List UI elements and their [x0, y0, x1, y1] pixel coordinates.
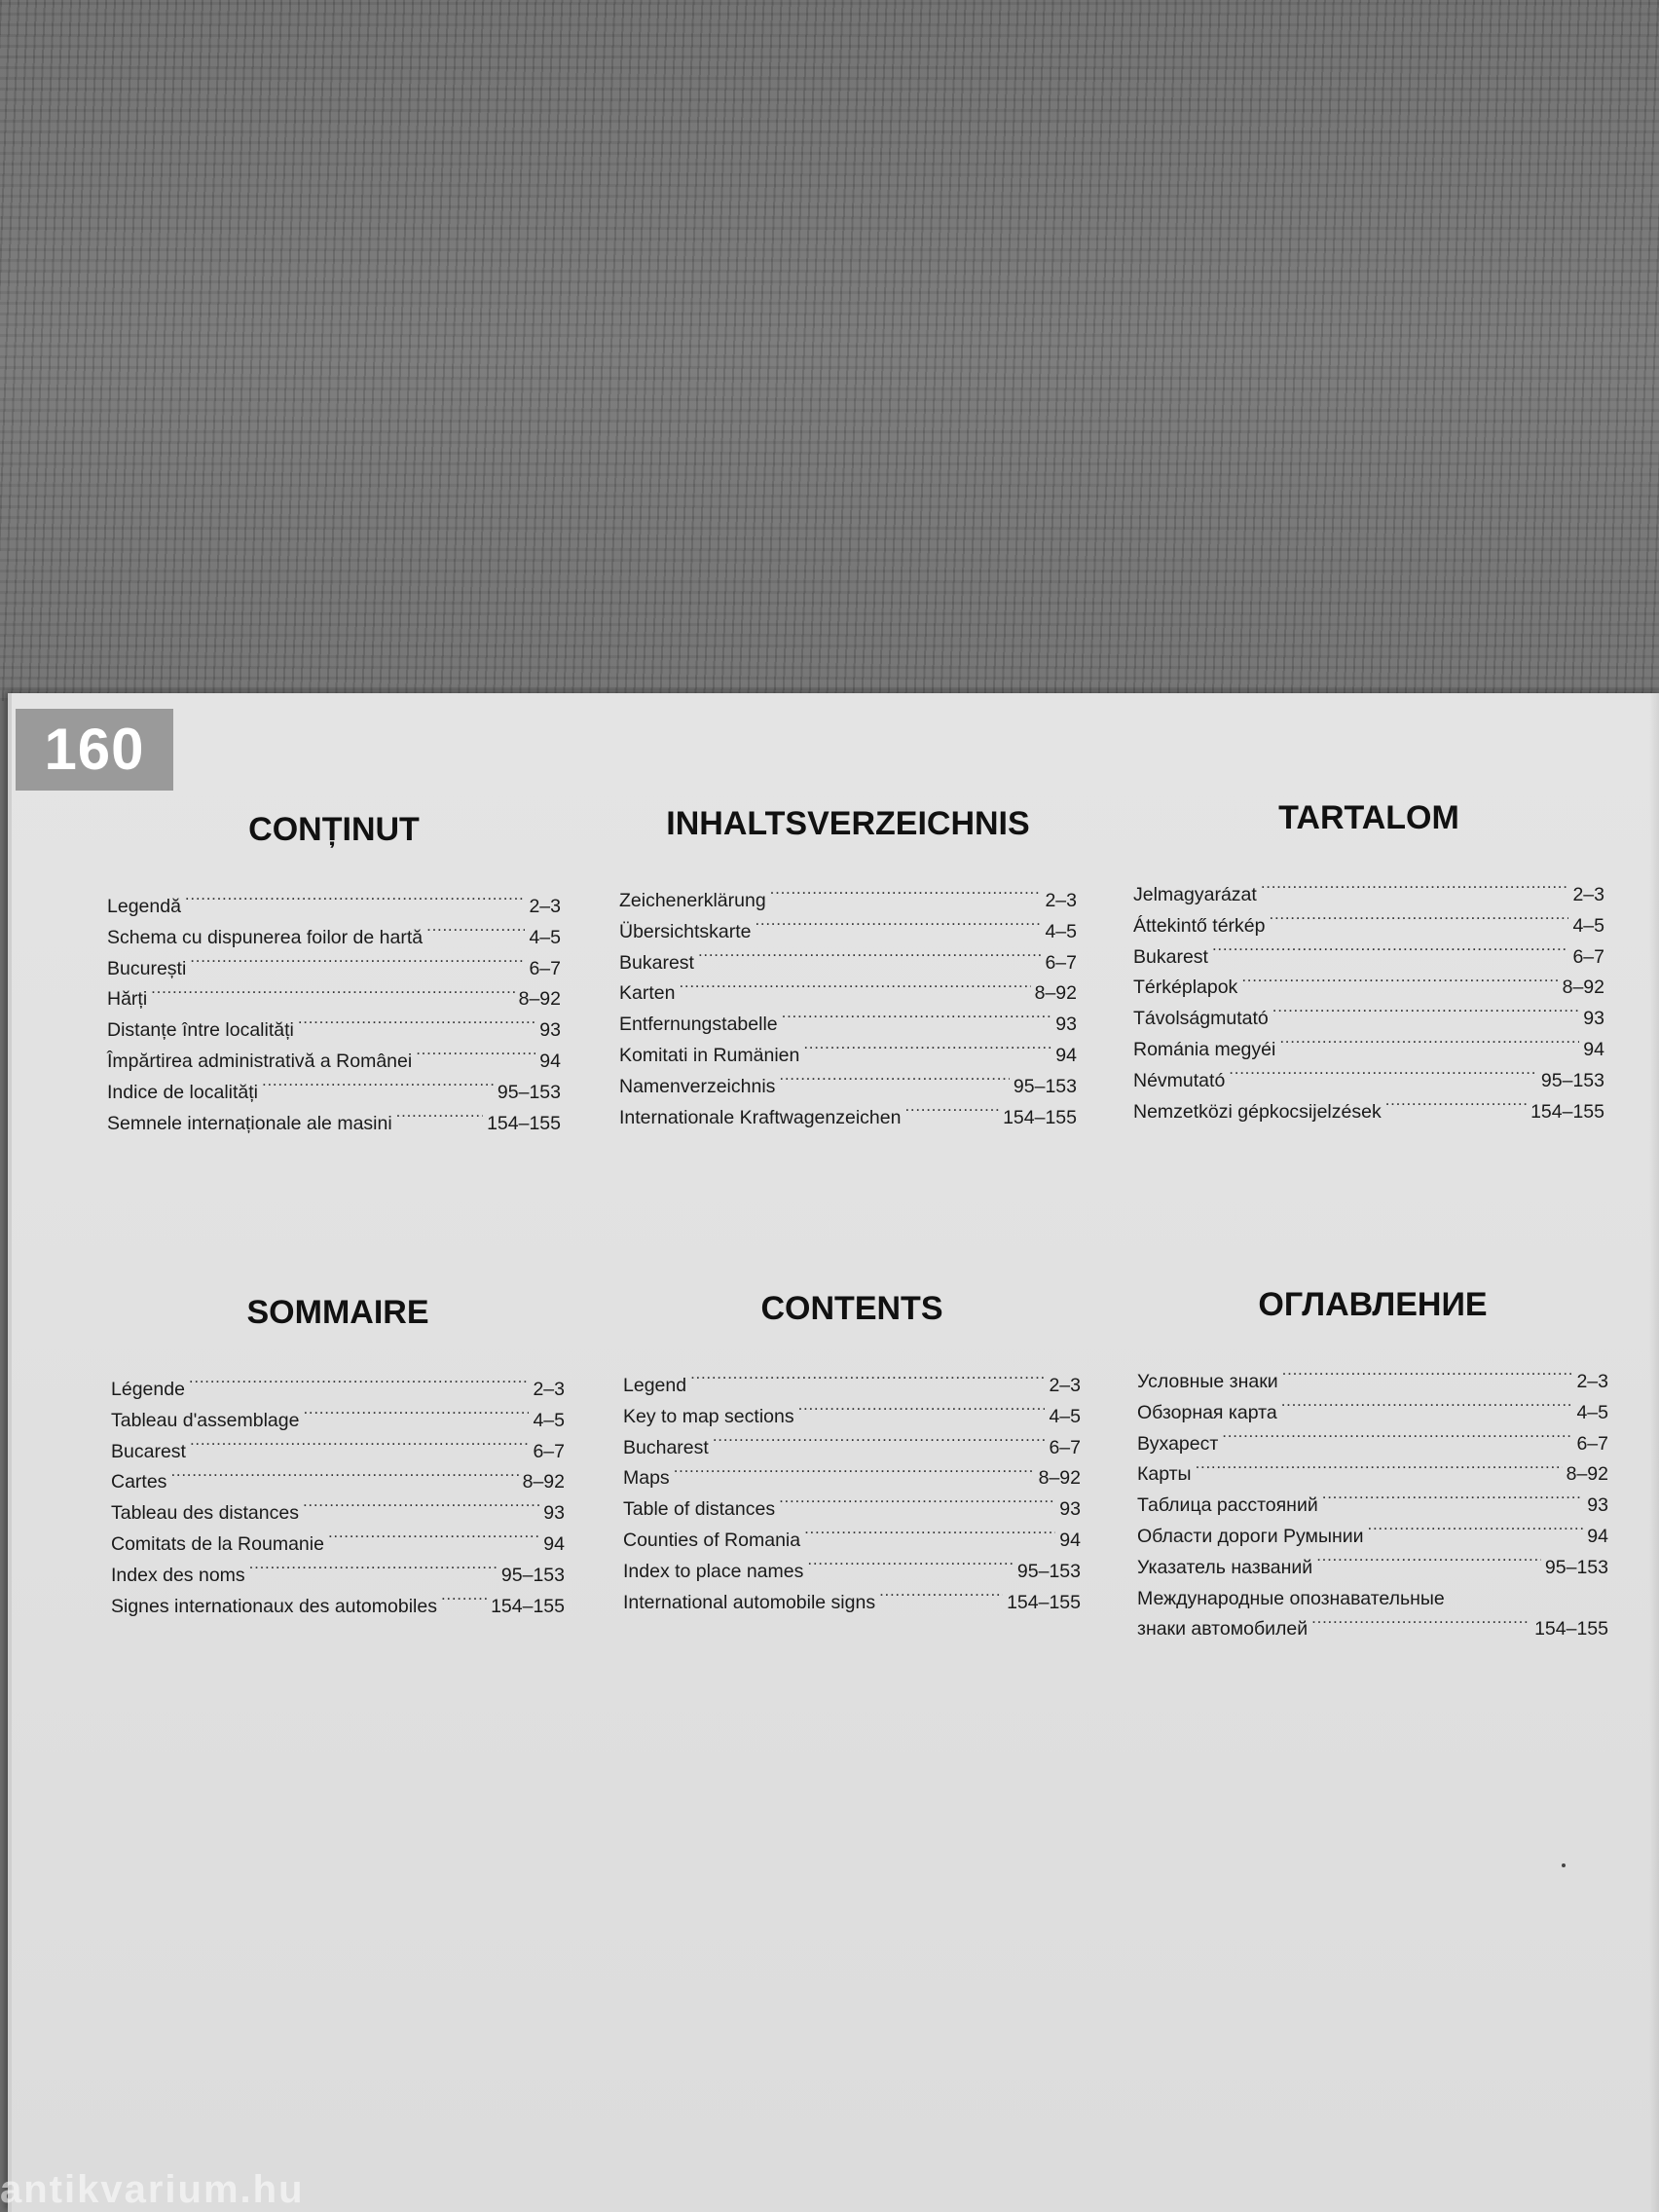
toc-item-pages: 95–153 [1016, 1560, 1081, 1582]
leader-dots [1385, 1098, 1527, 1118]
toc-item [107, 954, 561, 985]
leader-dots [879, 1589, 1003, 1608]
leader-dots [1282, 1369, 1573, 1388]
toc-item-label: Komitati in Rumänien [619, 1044, 800, 1066]
toc-item-pages: 95–153 [1544, 1556, 1608, 1578]
toc-item-label: Tableau des distances [111, 1502, 299, 1525]
toc-item-label: Карты [1137, 1463, 1192, 1486]
toc-item-russian-last-line2 [1137, 1614, 1608, 1645]
toc-item-pages: 2–3 [1045, 890, 1077, 911]
toc-item [619, 948, 1077, 979]
toc-item-label: Index to place names [623, 1560, 804, 1582]
toc-item [619, 1041, 1077, 1072]
toc-item-label: Nemzetközi gépkocsijelzések [1133, 1100, 1382, 1123]
toc-item [107, 892, 561, 923]
leader-dots [170, 1469, 518, 1489]
section-title-english: CONTENTS [760, 1290, 943, 1327]
section-title-russian: ОГЛАВЛЕНИЕ [1258, 1286, 1488, 1323]
leader-dots [1322, 1493, 1584, 1512]
toc-item-label: București [107, 957, 187, 979]
toc-item-russian-last [1137, 1584, 1608, 1615]
toc-item-pages: 154–155 [1530, 1100, 1604, 1123]
toc-item [111, 1467, 565, 1498]
toc-item [619, 978, 1077, 1010]
leader-dots [770, 888, 1042, 907]
leader-dots [698, 949, 1042, 969]
toc-item-label: Index des noms [111, 1564, 245, 1586]
toc-item-label: Tableau d'assemblage [111, 1409, 300, 1431]
section-title-german: INHALTSVERZEICHNIS [666, 805, 1030, 842]
toc-item-pages: 6–7 [529, 957, 561, 979]
toc-item [623, 1526, 1081, 1557]
toc-item-pages: 8–92 [1566, 1463, 1608, 1486]
toc-item-pages: 6–7 [1572, 945, 1604, 968]
toc-item-label: Bukarest [619, 951, 694, 974]
toc-item-pages: 4–5 [1049, 1405, 1081, 1427]
toc-item [619, 917, 1077, 948]
toc-item-pages: 94 [1055, 1044, 1077, 1066]
toc-item-pages: 8–92 [1034, 982, 1077, 1005]
toc-item [107, 984, 561, 1015]
toc-item-label: Internationale Kraftwagenzeichen [619, 1106, 902, 1128]
toc-item-pages: 8–92 [522, 1471, 565, 1493]
toc-item [107, 923, 561, 954]
toc-item-pages: 154–155 [1003, 1106, 1077, 1128]
toc-item-label: Névmutató [1133, 1069, 1226, 1091]
toc-item-label: Áttekintő térkép [1133, 914, 1266, 937]
section-hungarian [1133, 798, 1604, 1127]
toc-item [619, 1010, 1077, 1041]
leader-dots [190, 1438, 530, 1457]
leader-dots [441, 1593, 487, 1612]
toc-item-label: Key to map sections [623, 1405, 794, 1427]
leader-dots [396, 1110, 483, 1129]
leader-dots [782, 1012, 1052, 1031]
leader-dots [185, 894, 526, 913]
toc-item-label: Вухарест [1137, 1432, 1219, 1455]
toc-item-label: International automobile signs [623, 1591, 876, 1613]
toc-item [623, 1494, 1081, 1526]
toc-item [623, 1371, 1081, 1402]
leader-dots [1229, 1067, 1537, 1087]
toc-item-label: Karten [619, 982, 676, 1005]
toc-item-label: Bucharest [623, 1436, 709, 1458]
toc-item-pages: 6–7 [1576, 1432, 1608, 1455]
section-english [623, 1289, 1081, 1618]
toc-item [1133, 911, 1604, 942]
toc-item-pages: 6–7 [1049, 1436, 1081, 1458]
toc-item-pages: 93 [539, 1019, 561, 1042]
toc-item-pages: 8–92 [518, 988, 561, 1011]
toc-item-label: Indice de localități [107, 1081, 259, 1103]
toc-item [1137, 1459, 1608, 1491]
leader-dots [690, 1373, 1045, 1392]
toc-item [623, 1402, 1081, 1433]
leader-dots [779, 1073, 1010, 1092]
leader-dots [298, 1017, 535, 1037]
toc-item-label: Zeichenerklärung [619, 890, 766, 911]
toc-item [619, 1072, 1077, 1103]
leader-dots [679, 980, 1030, 1000]
toc-item [1133, 942, 1604, 974]
toc-item [107, 1078, 561, 1109]
toc-item-pages: 154–155 [491, 1595, 565, 1617]
leader-dots [798, 1403, 1046, 1422]
toc-item-label: Entfernungstabelle [619, 1014, 778, 1036]
toc-item [1137, 1429, 1608, 1460]
toc-item-pages: 93 [1583, 1008, 1604, 1030]
toc-item-pages: 93 [1055, 1014, 1077, 1036]
leader-dots [1311, 1616, 1530, 1636]
toc-item-label: Távolságmutató [1133, 1008, 1269, 1030]
background-surface [0, 0, 1659, 701]
page-number-badge: 160 [16, 709, 173, 791]
leader-dots [904, 1104, 999, 1124]
toc-item-label: Namenverzeichnis [619, 1075, 776, 1097]
toc-item-label: Comitats de la Roumanie [111, 1532, 324, 1555]
leader-dots [303, 1500, 539, 1520]
toc-list-russian [1137, 1367, 1608, 1584]
toc-item-pages: 94 [1587, 1525, 1608, 1547]
toc-item-label: Bukarest [1133, 945, 1208, 968]
toc-item [619, 1103, 1077, 1134]
leader-dots [779, 1496, 1055, 1516]
leader-dots [1316, 1554, 1541, 1573]
toc-item [1133, 1066, 1604, 1097]
leader-dots [1222, 1430, 1572, 1450]
leader-dots [804, 1527, 1055, 1546]
leader-dots [328, 1530, 539, 1550]
section-french [111, 1293, 565, 1622]
toc-item-label: Jelmagyarázat [1133, 884, 1257, 905]
leader-dots [674, 1465, 1035, 1485]
toc-item [1133, 973, 1604, 1004]
toc-item [623, 1588, 1081, 1619]
toc-item-pages: 94 [543, 1532, 565, 1555]
toc-item [1137, 1522, 1608, 1553]
toc-item-pages: 154–155 [1534, 1618, 1608, 1641]
toc-item [1137, 1553, 1608, 1584]
leader-dots [1270, 912, 1569, 932]
section-title-french: SOMMAIRE [246, 1294, 429, 1331]
toc-item [111, 1561, 565, 1592]
toc-item [111, 1406, 565, 1437]
leader-dots [190, 955, 525, 975]
toc-item-label: Bucarest [111, 1440, 186, 1462]
toc-item [1137, 1491, 1608, 1522]
leader-dots [1212, 943, 1569, 963]
toc-item [107, 1047, 561, 1078]
leader-dots [1281, 1399, 1573, 1419]
toc-item-pages: 4–5 [1045, 920, 1077, 942]
leader-dots [189, 1377, 530, 1396]
toc-item-pages: 8–92 [1038, 1467, 1081, 1490]
leader-dots [807, 1558, 1014, 1577]
toc-item-pages: 4–5 [529, 926, 561, 948]
toc-item [1137, 1398, 1608, 1429]
section-german [619, 804, 1077, 1133]
toc-item-pages: 94 [539, 1050, 561, 1072]
toc-item-pages: 8–92 [1562, 977, 1604, 999]
toc-item-label: Таблица расстояний [1137, 1494, 1318, 1517]
section-title-romanian: CONȚINUT [248, 811, 420, 848]
leader-dots [262, 1079, 494, 1098]
leader-dots [755, 918, 1041, 938]
toc-item-pages: 94 [1059, 1529, 1081, 1551]
toc-item-label: Signes internationaux des automobiles [111, 1595, 437, 1617]
toc-page [8, 693, 1659, 2212]
toc-item-label: Legend [623, 1375, 687, 1396]
toc-item [111, 1592, 565, 1623]
toc-item [1133, 1097, 1604, 1128]
leader-dots [249, 1562, 498, 1581]
toc-item-label: Románia megyéi [1133, 1038, 1276, 1060]
toc-item [111, 1498, 565, 1530]
toc-list-french [111, 1375, 565, 1622]
toc-item [1133, 1004, 1604, 1035]
toc-item-label: Условные знаки [1137, 1371, 1278, 1392]
leader-dots [1196, 1461, 1563, 1481]
toc-item-pages: 93 [1587, 1494, 1608, 1517]
toc-item-pages: 6–7 [1045, 951, 1077, 974]
toc-item [1137, 1367, 1608, 1398]
toc-item-pages: 2–3 [1576, 1371, 1608, 1392]
page-edge-shadow [1649, 693, 1659, 2212]
toc-item-label-line2: знаки автомобилей [1137, 1618, 1309, 1641]
toc-item-pages: 2–3 [1049, 1375, 1081, 1396]
toc-item-label: Cartes [111, 1471, 167, 1493]
toc-item-pages: 154–155 [487, 1112, 561, 1134]
section-romanian [107, 810, 561, 1139]
toc-item-label: Hărți [107, 988, 148, 1011]
toc-item-pages: 2–3 [533, 1379, 565, 1400]
toc-list-romanian [107, 892, 561, 1139]
toc-item-label-line1: Международные опознавательные [1137, 1587, 1445, 1609]
toc-item-pages: 93 [1059, 1498, 1081, 1521]
toc-item-pages: 93 [543, 1502, 565, 1525]
leader-dots [803, 1042, 1051, 1061]
toc-item-label: Maps [623, 1467, 670, 1490]
toc-item-pages: 6–7 [533, 1440, 565, 1462]
toc-item [111, 1530, 565, 1561]
toc-item-label: Térképlapok [1133, 977, 1238, 999]
leader-dots [1241, 975, 1558, 994]
toc-item-label: Counties of Romania [623, 1529, 801, 1551]
leader-dots [151, 986, 514, 1006]
leader-dots [713, 1434, 1046, 1454]
section-title-hungarian: TARTALOM [1278, 799, 1459, 836]
leader-dots [426, 924, 525, 943]
leader-dots [416, 1048, 535, 1067]
leader-dots [1261, 882, 1569, 902]
toc-item-pages: 2–3 [1572, 884, 1604, 905]
toc-item-label: Übersichtskarte [619, 920, 752, 942]
toc-item-label: Distanțe între localități [107, 1019, 294, 1042]
toc-item-pages: 4–5 [533, 1409, 565, 1431]
toc-item-pages: 95–153 [1540, 1069, 1604, 1091]
leader-dots [303, 1407, 529, 1426]
toc-item-label: Împărtirea administrativă a Românei [107, 1050, 413, 1072]
toc-item-pages: 2–3 [529, 896, 561, 917]
leader-dots [1272, 1006, 1580, 1025]
toc-item [619, 886, 1077, 917]
leader-dots [1368, 1523, 1584, 1542]
toc-item-pages: 94 [1583, 1038, 1604, 1060]
toc-item [623, 1433, 1081, 1464]
watermark: antikvarium.hu [0, 2168, 305, 2211]
toc-item-pages: 95–153 [497, 1081, 561, 1103]
section-russian [1137, 1285, 1608, 1645]
toc-item-label: Schema cu dispunerea foilor de hartă [107, 926, 424, 948]
toc-item [111, 1437, 565, 1468]
speck-mark [1562, 1863, 1566, 1867]
toc-item-label: Légende [111, 1379, 185, 1400]
toc-item-label: Области дороги Румынии [1137, 1525, 1364, 1547]
toc-item-pages: 95–153 [1013, 1075, 1077, 1097]
toc-item-label: Указатель названий [1137, 1556, 1313, 1578]
toc-item [623, 1557, 1081, 1588]
toc-item [1133, 1035, 1604, 1066]
toc-item [107, 1015, 561, 1047]
toc-item [1133, 880, 1604, 911]
toc-item [623, 1463, 1081, 1494]
toc-list-english [623, 1371, 1081, 1618]
toc-item-label: Semnele internaționale ale masini [107, 1112, 392, 1134]
toc-list-hungarian [1133, 880, 1604, 1127]
toc-item [111, 1375, 565, 1406]
toc-item-label: Table of distances [623, 1498, 776, 1521]
toc-list-german [619, 886, 1077, 1133]
toc-item-pages: 95–153 [500, 1564, 565, 1586]
toc-item-pages: 4–5 [1576, 1401, 1608, 1423]
toc-item-pages: 4–5 [1572, 914, 1604, 937]
toc-item-pages: 154–155 [1007, 1591, 1081, 1613]
toc-item-label: Обзорная карта [1137, 1401, 1277, 1423]
toc-item [107, 1109, 561, 1140]
toc-item-label: Legendă [107, 896, 181, 917]
leader-dots [1279, 1036, 1579, 1055]
